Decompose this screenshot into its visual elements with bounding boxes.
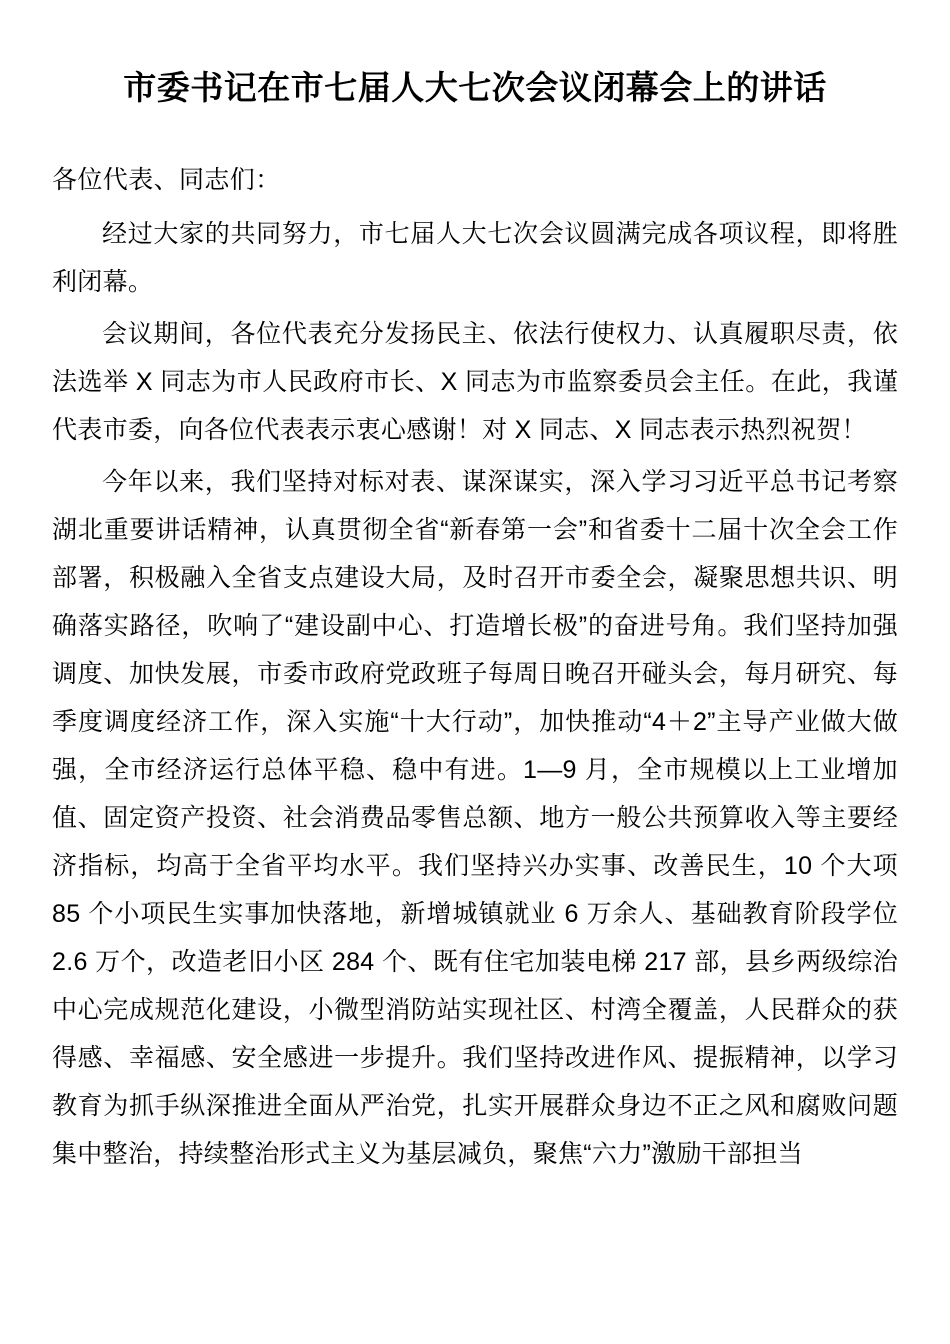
body-paragraph: 经过大家的共同努力，市七届人大七次会议圆满完成各项议程，即将胜利闭幕。 bbox=[52, 220, 898, 297]
salutation: 各位代表、同志们： bbox=[52, 165, 281, 194]
document-title: 市委书记在市七届人大七次会议闭幕会上的讲话 bbox=[123, 69, 827, 106]
body-paragraph: 会议期间，各位代表充分发扬民主、依法行使权力、认真履职尽责，依法选举 X 同志为市人民政府市长、X 同志为市监察委员会主任。在此，我谨代表市委，向各位代表表示衷心感谢！对 X 同志、X 同志表示热烈祝贺！ bbox=[52, 320, 898, 445]
body-paragraph: 今年以来，我们坚持对标对表、谋深谋实，深入学习习近平总书记考察湖北重要讲话精神，认真贯彻全省“新春第一会”和省委十二届十次全会工作部署，积极融入全省支点建设大局，及时召开市委全会，凝聚思想共识、明确落实路径，吹响了“建设副中心、打造增长极”的奋进号角。我们坚持加强调度、加快发展，市委市政府党政班子每周日晚召开碰头会，每月研究、每季度调度经济工作，深入实施“十大行动”，加快推动“4＋2”主导产业做大做强，全市经济运行总体平稳、稳中有进。1—9 月，全市规模以上工业增加值、固定资产投资、社会消费品零售总额、地方一般公共预算收入等主要经济指标，均高于全省平均水平。我们坚持兴办实事、改善民生，10 个大项 85 个小项民生实事加快落地，新增城镇就业 6 万余人、基础教育阶段学位 2.6 万个，改造老旧小区 284 个、既有住宅加装电梯 217 部，县乡两级综治中心完成规范化建设，小微型消防站实现社区、村湾全覆盖，人民群众的获得感、幸福感、安全感进一步提升。我们坚持改进作风、提振精神，以学习教育为抓手纵深推进全面从严治党，扎实开展群众身边不正之风和腐败问题集中整治，持续整治形式主义为基层减负，聚焦“六力”激励干部担当 bbox=[52, 468, 898, 1169]
